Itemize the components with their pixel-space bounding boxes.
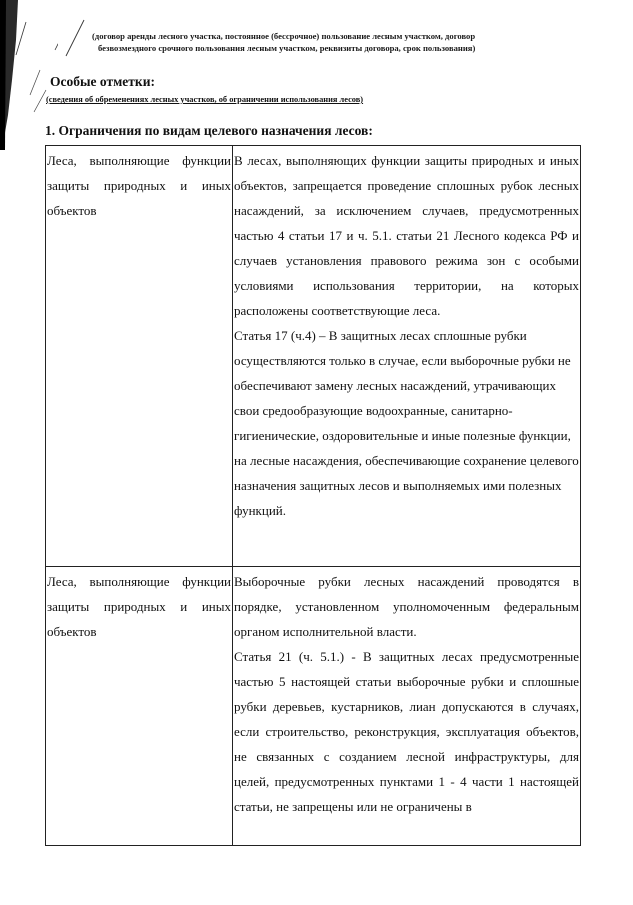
description-paragraph: Выборочные рубки лесных насаждений проводятся в порядке, установленном уполномоченным федеральным органом исполнительной власти. [234, 574, 579, 639]
special-marks-title: Особые отметки: [50, 74, 155, 89]
contract-note-line1: (договор аренды лесного участка, постоянное (бессрочное) пользование лесным участком, договор [92, 31, 476, 41]
scan-diagonal-mark [60, 18, 90, 58]
section-title: 1. Ограничения по видам целевого назначения лесов: [45, 123, 373, 138]
category-text: Леса, выполняющие функции защиты природных и иных объектов [47, 574, 231, 639]
table-cell-description [233, 146, 581, 567]
category-text: Леса, выполняющие функции защиты природных и иных объектов [47, 153, 231, 218]
table-row [46, 146, 581, 567]
description-paragraph: Статья 17 (ч.4) – В защитных лесах сплошные рубки осуществляются только в случае, если выборочные рубки не обеспечивают замену лесных насаждений, утрачивающих свои средообразующие водоохранные, санитарно-гигиенические, оздоровительные и иные полезные функции, на лесные насаждения, обеспечивающие сохранение целевого назначения защитных лесов и выполняемых ими полезных функций. [234, 328, 579, 518]
special-marks-subtitle: (сведения об обременениях лесных участков, об ограничении использования лесов) [46, 95, 364, 104]
contract-note [92, 30, 572, 54]
table-row [46, 567, 581, 846]
restrictions-table [45, 145, 581, 846]
table-cell-description [233, 567, 581, 846]
description-paragraph: Статья 21 (ч. 5.1.) - В защитных лесах предусмотренные частью 5 настоящей статьи выборочные рубки и сплошные рубки деревьев, кустарников, лиан допускаются в случаях, если строительство, реконструкция, эксплуатация объектов, не связанных с созданием лесной инфраструктуры, для целей, предусмотренных пунктами 1 - 4 части 1 настоящей статьи, не запрещены или не ограничены в [234, 649, 579, 814]
description-paragraph: В лесах, выполняющих функции защиты природных и иных объектов, запрещается проведение сплошных рубок лесных насаждений, за исключением случаев, предусмотренных частью 4 статьи 17 и ч. 5.1. статьи 21 Лесного кодекса РФ и случаев установления правового режима зон с особыми условиями использования территории, на которых расположены соответствующие леса. [234, 153, 579, 318]
table-cell-category [46, 146, 233, 567]
table-cell-category [46, 567, 233, 846]
contract-note-line2: безвозмездного срочного пользования лесным участком, реквизиты договора, срок пользования) [98, 43, 476, 53]
